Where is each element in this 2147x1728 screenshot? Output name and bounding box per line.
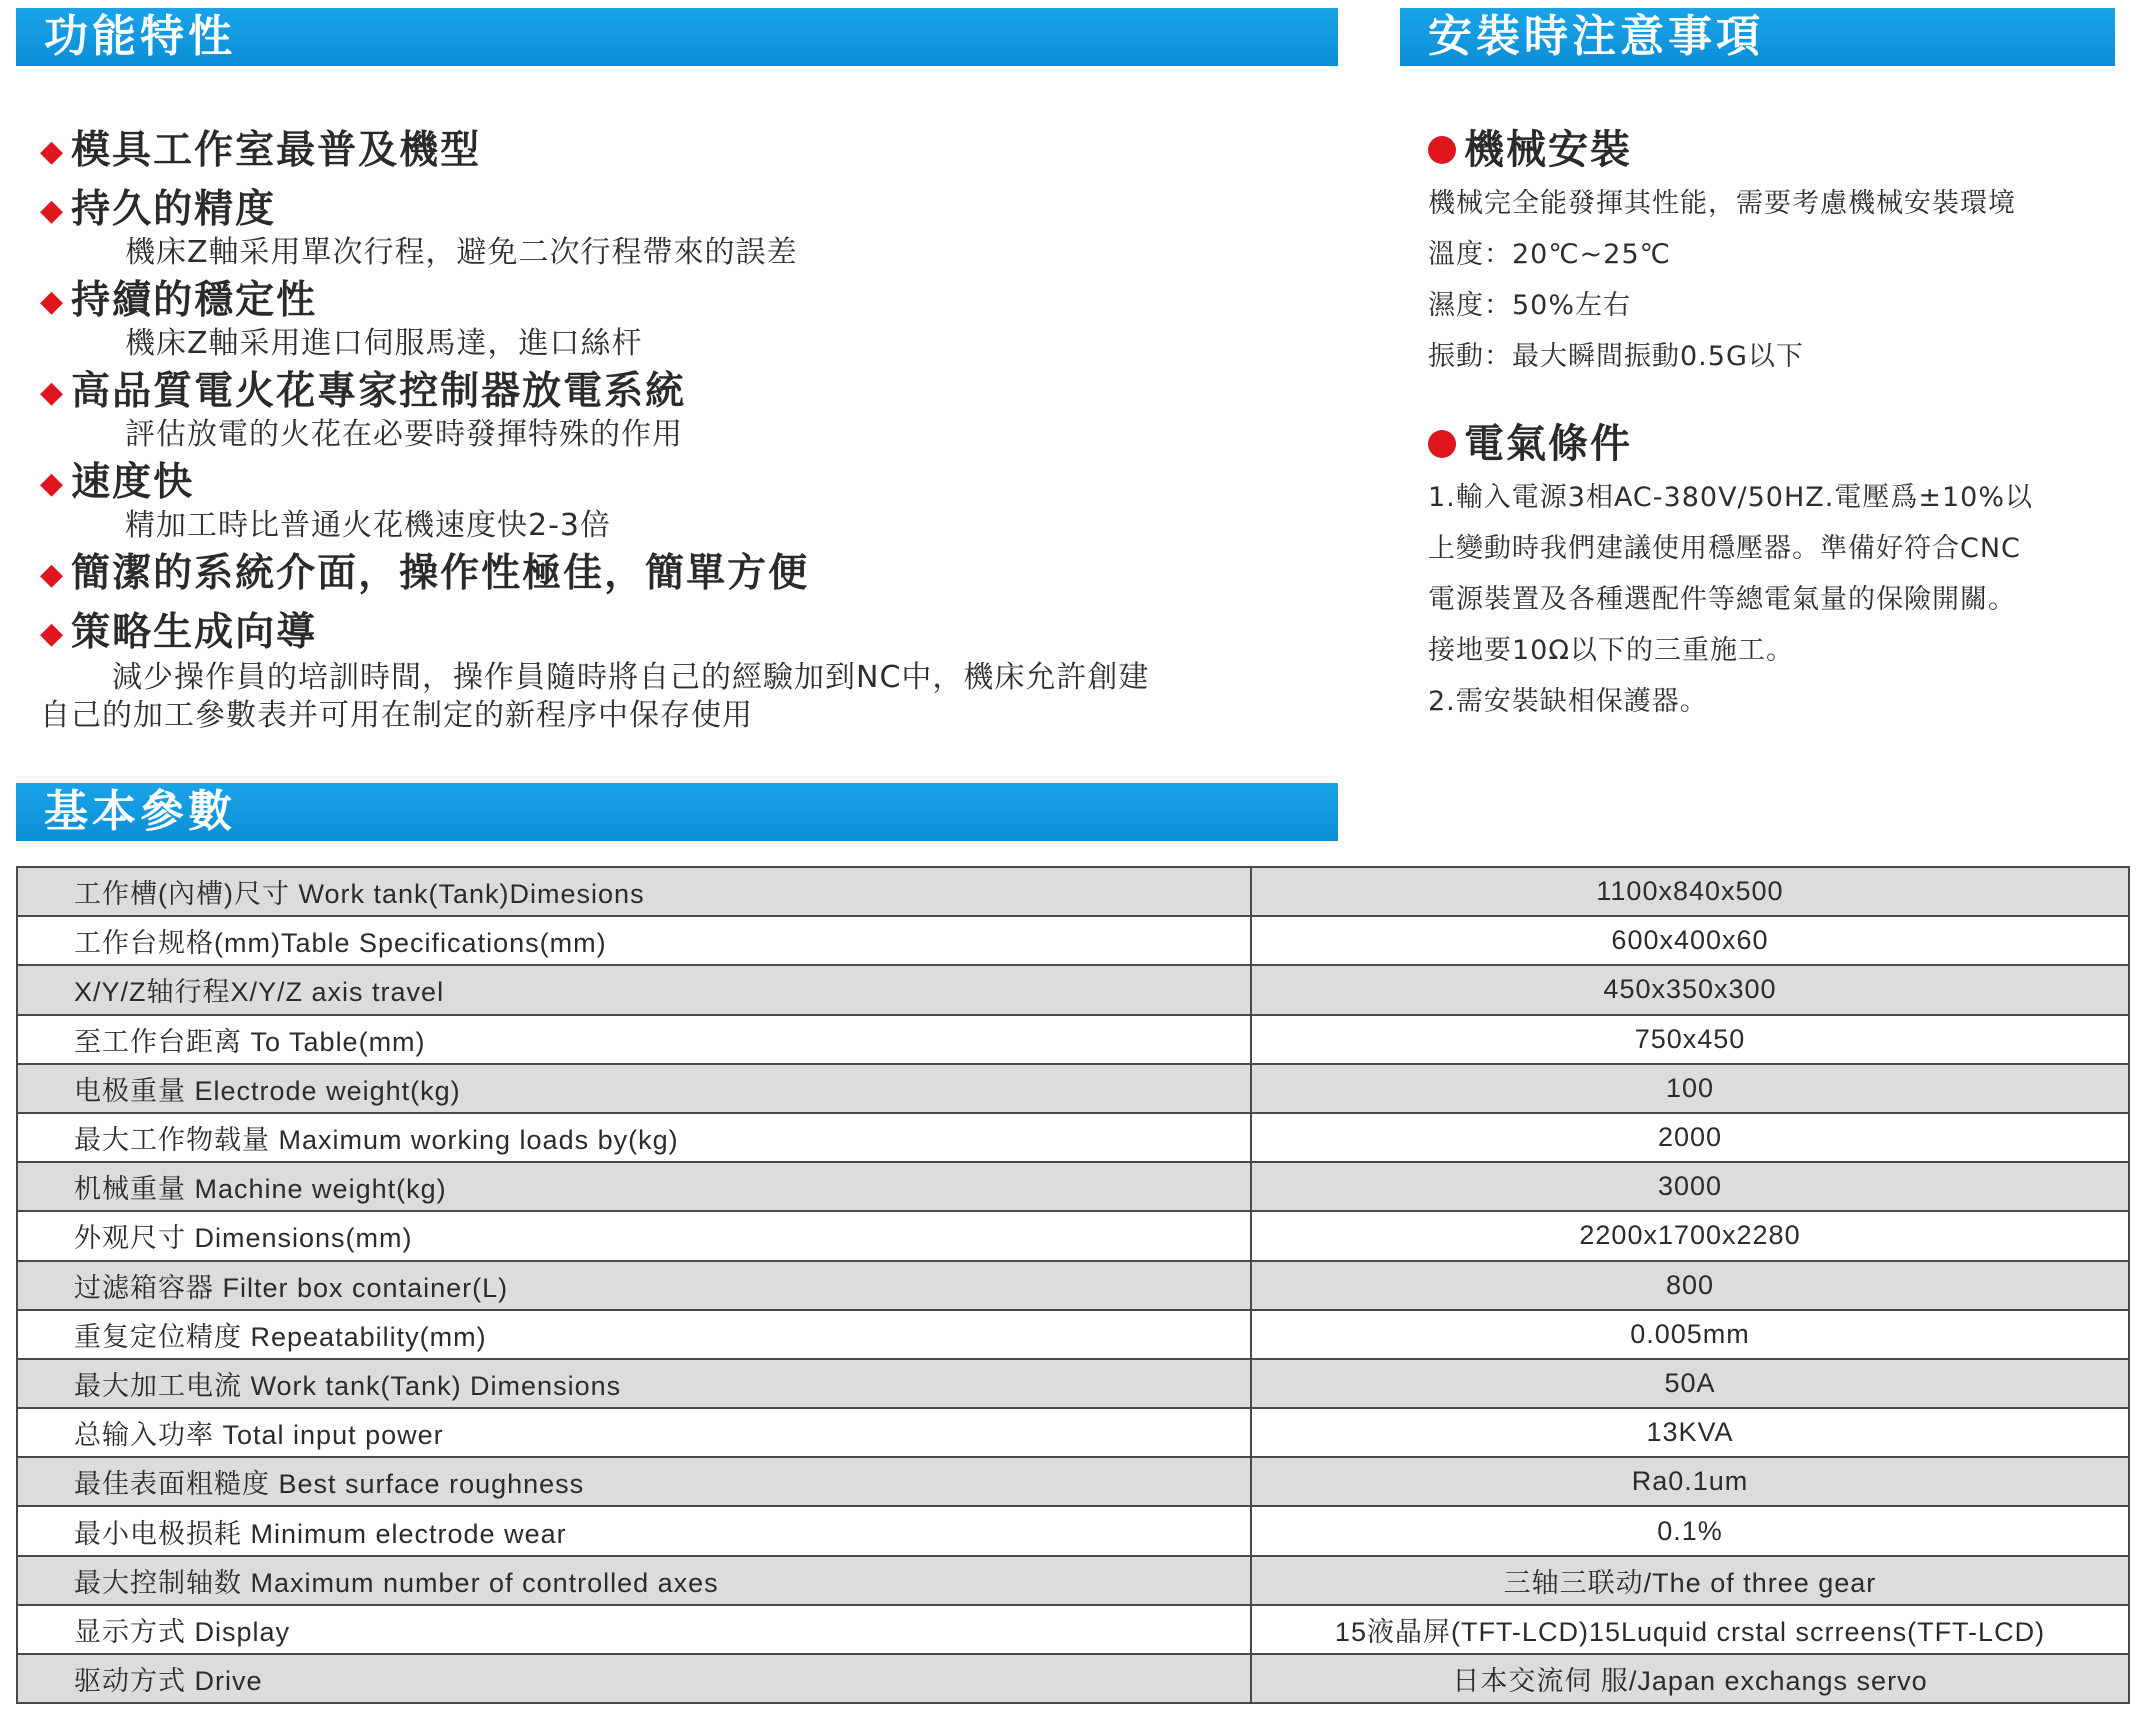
table-row	[17, 1310, 2129, 1359]
feature-description: 評估放電的火花在必要時發揮特殊的作用	[125, 417, 683, 452]
table-row	[17, 1506, 2129, 1555]
param-label: 外观尺寸 Dimensions(mm)	[17, 1211, 1251, 1260]
table-row	[17, 867, 2129, 916]
param-label: 最佳表面粗糙度 Best surface roughness	[17, 1457, 1251, 1506]
features-section-header: 功能特性	[16, 8, 1338, 66]
feature-title: 策略生成向導	[71, 610, 318, 655]
param-label: 电极重量 Electrode weight(kg)	[17, 1064, 1251, 1113]
param-value: 100	[1251, 1064, 2129, 1113]
feature-title: 持續的穩定性	[71, 278, 318, 323]
param-value: 800	[1251, 1261, 2129, 1310]
red-dot-bullet-icon	[1428, 136, 1456, 164]
table-row	[17, 1211, 2129, 1260]
param-value: 3000	[1251, 1162, 2129, 1211]
feature-item	[40, 181, 1330, 272]
param-value: 三轴三联动/The of three gear	[1251, 1556, 2129, 1605]
param-value: 450x350x300	[1251, 965, 2129, 1014]
param-label: 最大控制轴数 Maximum number of controlled axes	[17, 1556, 1251, 1605]
features-list	[40, 122, 1330, 735]
table-row	[17, 1605, 2129, 1654]
param-label: 工作台规格(mm)Table Specifications(mm)	[17, 916, 1251, 965]
table-row	[17, 1408, 2129, 1457]
param-label: 总输入功率 Total input power	[17, 1408, 1251, 1457]
param-label: 重复定位精度 Repeatability(mm)	[17, 1310, 1251, 1359]
electrical-conditions-section	[1428, 416, 2118, 727]
feature-item	[40, 454, 1330, 545]
param-label: 最大工作物载量 Maximum working loads by(kg)	[17, 1113, 1251, 1162]
feature-title: 模具工作室最普及機型	[71, 128, 482, 173]
installation-notes	[1428, 122, 2118, 727]
feature-item	[40, 545, 1330, 604]
table-row	[17, 1654, 2129, 1703]
red-diamond-bullet-icon: ◆	[40, 557, 66, 592]
param-value: 600x400x60	[1251, 916, 2129, 965]
section-line: 溫度：20℃~25℃	[1428, 239, 1671, 270]
red-diamond-bullet-icon: ◆	[40, 284, 66, 319]
red-diamond-bullet-icon: ◆	[40, 134, 66, 169]
table-row	[17, 1359, 2129, 1408]
param-label: 显示方式 Display	[17, 1605, 1251, 1654]
section-line: 機械完全能發揮其性能，需要考慮機械安裝環境	[1428, 188, 2016, 219]
feature-title: 持久的精度	[71, 187, 277, 232]
red-diamond-bullet-icon: ◆	[40, 466, 66, 501]
param-value: 13KVA	[1251, 1408, 2129, 1457]
installation-notes-header: 安裝時注意事項	[1400, 8, 2115, 66]
feature-title: 速度快	[71, 460, 195, 505]
feature-description: 機床Z軸采用進口伺服馬達，進口絲杆	[125, 326, 643, 361]
param-value: 日本交流伺 服/Japan exchangs servo	[1251, 1654, 2129, 1703]
feature-title: 簡潔的系統介面，操作性極佳，簡單方便	[71, 551, 810, 596]
section-title: 電氣條件	[1464, 421, 1632, 467]
param-label: 过滤箱容器 Filter box container(L)	[17, 1261, 1251, 1310]
param-label: 最小电极损耗 Minimum electrode wear	[17, 1506, 1251, 1555]
feature-item	[40, 363, 1330, 454]
feature-description: 減少操作員的培訓時間，操作員隨時將自己的經驗加到NC中，機床允許創建自己的加工參數表并可用在制定的新程序中保存使用	[40, 660, 1150, 733]
section-line: 電源裝置及各種選配件等總電氣量的保險開關。	[1428, 584, 2016, 615]
section-line: 1.輸入電源3相AC-380V/50HZ.電壓爲±10%以	[1428, 482, 2034, 513]
red-diamond-bullet-icon: ◆	[40, 193, 66, 228]
section-line: 濕度：50%左右	[1428, 290, 1632, 321]
basic-parameters-header: 基本參數	[16, 783, 1338, 841]
param-label: 最大加工电流 Work tank(Tank) Dimensions	[17, 1359, 1251, 1408]
table-row	[17, 916, 2129, 965]
parameters-table	[16, 866, 2130, 1704]
param-value: 0.005mm	[1251, 1310, 2129, 1359]
param-value: 750x450	[1251, 1015, 2129, 1064]
param-value: 2200x1700x2280	[1251, 1211, 2129, 1260]
table-row	[17, 1261, 2129, 1310]
mechanical-installation-section	[1428, 122, 2118, 382]
param-value: 15液晶屏(TFT-LCD)15Luquid crstal scrreens(TFT-LCD)	[1251, 1605, 2129, 1654]
section-line: 接地要10Ω以下的三重施工。	[1428, 635, 1794, 666]
param-value: 0.1%	[1251, 1506, 2129, 1555]
param-label: 工作槽(內槽)尺寸 Work tank(Tank)Dimesions	[17, 867, 1251, 916]
param-label: 至工作台距离 To Table(mm)	[17, 1015, 1251, 1064]
red-diamond-bullet-icon: ◆	[40, 375, 66, 410]
table-row	[17, 1556, 2129, 1605]
section-line: 2.需安裝缺相保護器。	[1428, 686, 1708, 717]
feature-title: 高品質電火花專家控制器放電系統	[71, 369, 687, 414]
red-dot-bullet-icon	[1428, 430, 1456, 458]
table-row	[17, 1457, 2129, 1506]
param-label: X/Y/Z轴行程X/Y/Z axis travel	[17, 965, 1251, 1014]
feature-item	[40, 272, 1330, 363]
feature-description: 精加工時比普通火花機速度快2-3倍	[125, 508, 611, 543]
table-row	[17, 1064, 2129, 1113]
table-row	[17, 1162, 2129, 1211]
table-row	[17, 965, 2129, 1014]
red-diamond-bullet-icon: ◆	[40, 616, 66, 651]
param-value: 2000	[1251, 1113, 2129, 1162]
section-line: 上變動時我們建議使用穩壓器。準備好符合CNC	[1428, 533, 2021, 564]
param-label: 机械重量 Machine weight(kg)	[17, 1162, 1251, 1211]
feature-item	[40, 122, 1330, 181]
feature-item	[40, 604, 1330, 735]
param-value: 50A	[1251, 1359, 2129, 1408]
param-value: 1100x840x500	[1251, 867, 2129, 916]
table-row	[17, 1015, 2129, 1064]
feature-description: 機床Z軸采用單次行程，避免二次行程帶來的誤差	[125, 235, 798, 270]
param-label: 驱动方式 Drive	[17, 1654, 1251, 1703]
section-title: 機械安裝	[1464, 127, 1632, 173]
section-line: 振動：最大瞬間振動0.5G以下	[1428, 341, 1804, 372]
param-value: Ra0.1um	[1251, 1457, 2129, 1506]
table-row	[17, 1113, 2129, 1162]
